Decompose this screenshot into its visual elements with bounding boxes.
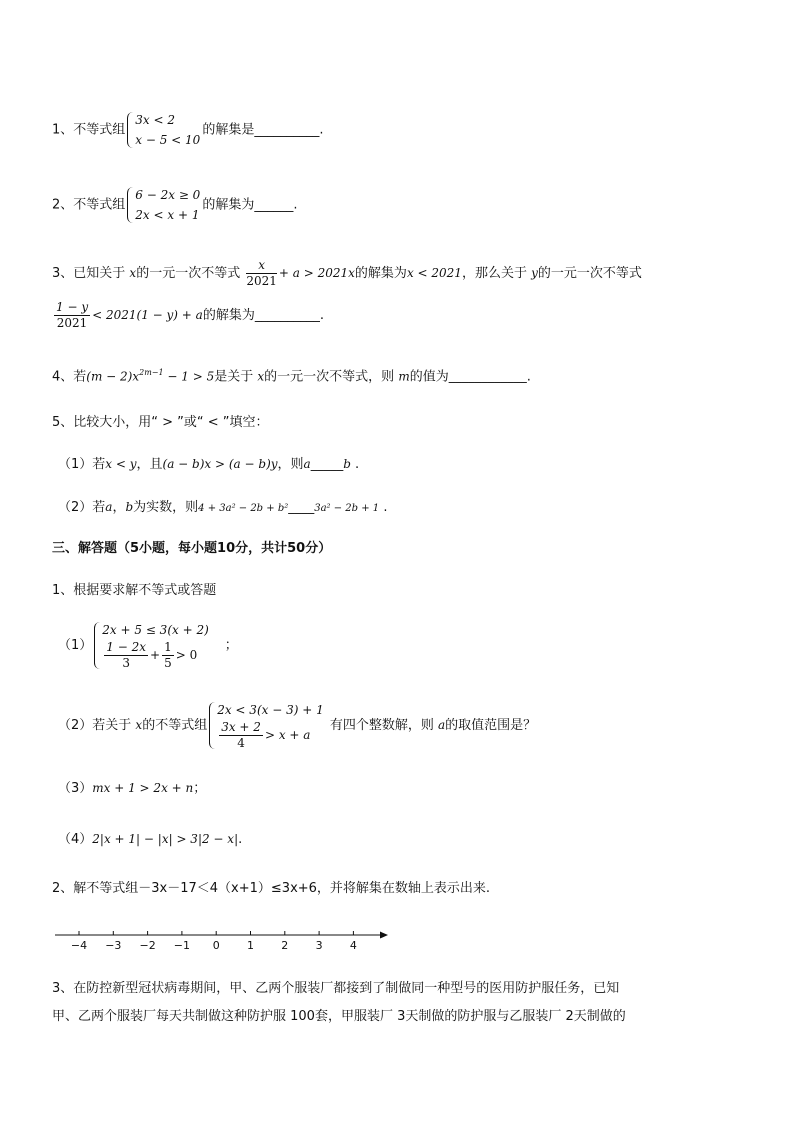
s1-1-frac1-num: 1 − 2x [106,640,147,654]
q2-system-row-2: 2x < x + 1 [135,208,200,222]
q1-inequality-system [127,110,200,150]
q4-mid: 是关于 [214,369,254,385]
fill-question-1 [52,110,323,150]
q5-1-a: （1）若 [58,457,106,472]
solve-question-1-part-2 [58,700,536,751]
number-line-tick-label: 2 [281,939,289,952]
number-line [50,925,395,955]
number-line-tick-label: 0 [212,939,220,952]
q4-answer-blank: ____________ [448,369,527,385]
q4-suffix: 的值为 [409,369,449,385]
q3-fraction-2 [54,300,90,331]
q3-var-y: y [531,266,538,280]
s1-2-a: （2）若关于 [58,718,132,733]
s1-2-inequality-system [209,700,324,751]
s1-2-c: 有四个整数解，则 [329,718,434,733]
q3-frac2-denominator: 2021 [56,316,88,330]
fill-question-3-line-2 [52,300,324,331]
q3-frac2-numerator: 1 − y [56,300,89,314]
s1-2-tail: > x + a [264,728,311,742]
q3-text-d: 的解集为 [354,266,407,281]
fill-question-4 [52,364,531,386]
fill-question-2 [52,185,297,225]
q5-2-b: ， [112,500,126,515]
q4-prefix: 4、若 [52,369,87,385]
q5-2-end: . [383,500,388,515]
q5-1-c: ，则 [277,457,304,472]
s1-3-end: ； [193,781,207,796]
s1-4-label: （4） [58,832,93,847]
number-line-tick-label: −3 [105,939,122,952]
s1-2-frac-den: 4 [237,736,245,750]
q4-expression: (m − 2)x [86,369,140,384]
q3-frac1-numerator: x [246,258,277,274]
s1-2-d: 的取值范围是？ [445,718,537,733]
q5-1-math-2: (a − b)x > (a − b)y [162,457,278,471]
solve-question-2: 2、解不等式组－3x－17＜4（x+1）≤3x+6，并将解集在数轴上表示出来. [52,881,491,896]
q3-var-x: x [129,266,137,280]
q3-text-b: 的一元一次不等式 [136,266,241,281]
number-line-tick-label: −4 [70,939,88,952]
q3-text-a: 3、已知关于 [52,266,126,281]
q5-1-math-1: x < y [105,457,137,471]
number-line-tick-label: −1 [173,939,191,952]
number-line-tick-label: −2 [139,939,156,952]
q4-var-x: x [257,369,265,384]
q4-var-m: m [398,369,410,384]
q4-expression-tail: − 1 > 5 [163,369,215,384]
fill-question-3-line-1 [52,258,642,289]
q1-answer-blank: __________ [254,122,320,138]
section-heading: 三、解答题（5小题，每小题10分，共计50分） [52,541,332,556]
q3-inequality-2: < 2021(1 − y) + a [92,308,203,322]
solve-question-1-part-4 [58,830,242,849]
q1-system-row-1: 3x < 2 [135,113,176,127]
solve-question-1-part-3 [58,779,206,798]
q1-end: . [319,122,324,138]
q3-end: . [319,308,324,323]
q4-mid2: 的一元一次不等式，则 [264,369,395,385]
fill-question-5-part-1 [58,455,359,474]
s1-3-expression: mx + 1 > 2x + n [92,781,194,795]
q1-system-row-2: x − 5 < 10 [135,133,201,147]
s1-1-tail: > 0 [175,648,198,662]
number-line-tick-label: 1 [247,939,254,952]
q3-frac1-denominator: 2021 [246,274,277,288]
s1-4-end: . [238,832,243,847]
q3-text-g: 的一元一次不等式 [537,266,642,281]
q2-answer-blank: ______ [254,197,294,213]
s1-2-var-a: a [438,718,446,732]
solve-question-3-line-1: 3、在防控新型冠状病毒期间，甲、乙两个服装厂都接到了制做同一种型号的医用防护服任务，已知 [52,981,620,996]
q3-solution: x < 2021 [406,266,462,280]
s1-2-frac-num: 3x + 2 [221,720,261,734]
s1-1-plus: + [150,648,161,662]
q3-text-line2: 的解集为 [202,308,255,323]
q5-2-math-3: 4 + 3a² − 2b + b² [198,503,289,514]
q1-suffix: 的解集是 [202,122,255,138]
q2-prefix: 2、不等式组 [52,197,126,213]
q5-2-answer-blank: ____ [288,500,315,515]
s1-1-frac1-den: 3 [122,656,130,670]
s1-1-inequality-system [94,620,209,671]
q2-system-row-1: 6 − 2x ≥ 0 [135,188,201,202]
q5-2-a: （2）若 [58,500,106,515]
q4-end: . [526,369,531,385]
fill-question-5-part-2 [58,498,387,518]
q5-1-math-4: b [343,457,351,471]
q3-fraction-1 [246,258,277,289]
q3-text-f: ，那么关于 [461,266,527,281]
q2-inequality-system [127,185,200,225]
s1-1-row-1: 2x + 5 ≤ 3(x + 2) [102,623,209,637]
s1-2-var-x: x [135,718,143,732]
q3-inequality-1: + a > 2021x [278,266,355,280]
s1-2-row-1: 2x < 3(x − 3) + 1 [217,703,324,717]
q5-2-math-1: a [105,500,113,514]
s1-2-b: 的不等式组 [142,718,208,733]
s1-1-label: （1） [58,638,93,653]
q5-1-answer-blank: _____ [310,457,344,472]
q2-suffix: 的解集为 [202,197,255,213]
q5-1-end: . [355,457,360,472]
number-line-tick-label: 3 [315,939,323,952]
solve-question-1-title: 1、根据要求解不等式或答题 [52,583,217,598]
q4-exponent: 2m−1 [139,368,164,377]
number-line-tick-label: 4 [349,939,357,952]
s1-1-frac2-den: 5 [164,656,172,670]
q2-end: . [293,197,298,213]
q5-1-b: ，且 [136,457,163,472]
q5-1-math-3: a [303,457,311,471]
q1-prefix: 1、不等式组 [52,122,126,138]
s1-4-expression: 2|x + 1| − |x| > 3|2 − x| [92,832,239,846]
q5-2-math-4: 3a² − 2b + 1 [314,503,380,514]
s1-3-label: （3） [58,781,93,796]
solve-question-1-part-1 [58,620,238,671]
q5-2-math-2: b [125,500,134,514]
q5-2-c: 为实数，则 [133,500,199,515]
number-line-arrow-icon [380,932,388,939]
solve-question-3-line-2: 甲、乙两个服装厂每天共制做这种防护服 100套，甲服装厂 3天制做的防护服与乙服装厂 2天制做的 [52,1009,626,1024]
s1-1-frac2-num: 1 [164,640,172,654]
fill-question-5-title: 5、比较大小，用“ > ”或“ < ”填空： [52,415,269,430]
s1-1-end: ； [224,638,238,653]
q3-answer-blank: __________ [254,308,320,323]
